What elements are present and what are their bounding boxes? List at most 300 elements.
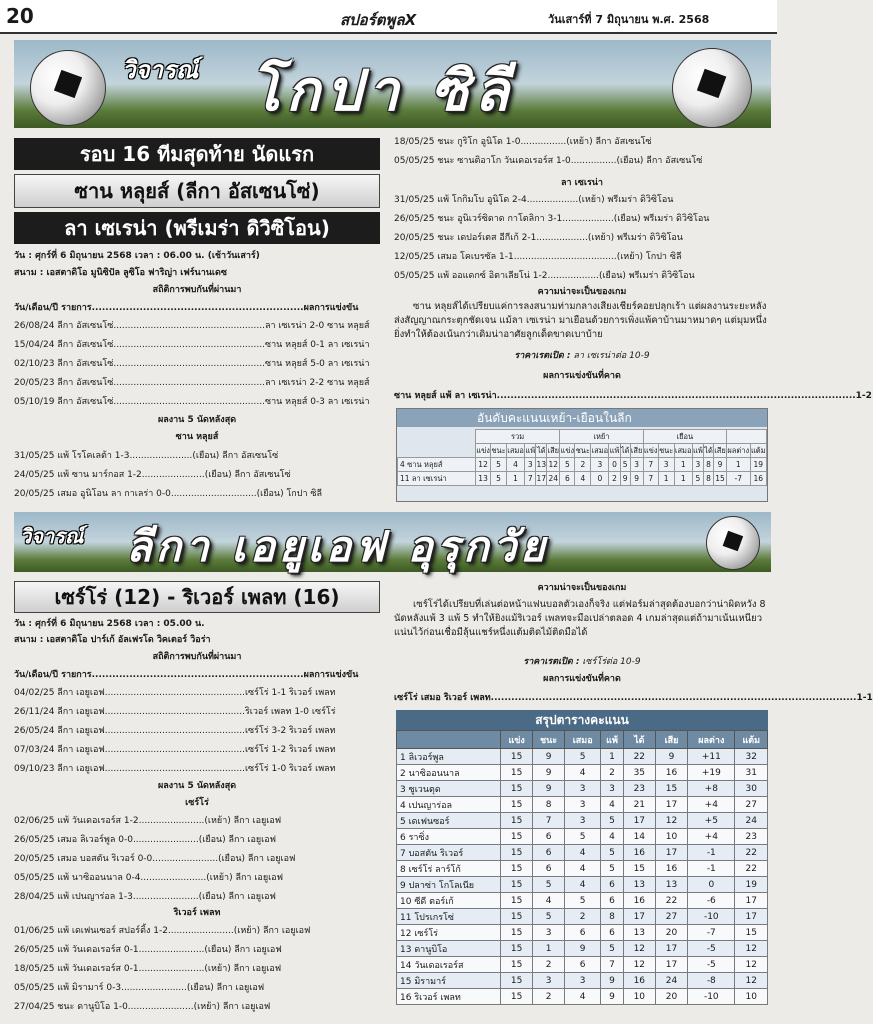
copa-banner (14, 40, 771, 128)
list-item: 24/05/25 แพ้ ซาน มาร์กอส 1-2......................(เยือน) ลีกา อัสเซนโซ่ (14, 470, 291, 480)
list-item: 05/05/25 แพ้ มิรามาร์ 0-3.......................(เยือน) ลีกา เอยูเอฟ (14, 983, 265, 993)
list-item: 01/06/25 แพ้ เดเฟนเซอร์ สปอร์ติ้ง 1-2.......................(เหย้า) ลีกา เอยูเอฟ (14, 926, 311, 936)
table-cell: 13 (536, 458, 547, 472)
column-header: ชนะ (658, 444, 674, 458)
table-cell: 15 (501, 861, 533, 877)
banner-review-label: วิจารณ์ (122, 56, 199, 84)
table-cell: 4 (564, 845, 601, 861)
list-item: 18/05/25 แพ้ วันเดอเรอร์ส 0-1.......................(เหย้า) ลีกา เอยูเอฟ (14, 964, 282, 974)
table-cell: 15 (501, 957, 533, 973)
table-cell: 7 (601, 957, 623, 973)
column-header: แข่ง (476, 444, 491, 458)
table-cell: 5 (491, 458, 507, 472)
table-cell: 3 (601, 781, 623, 797)
column-header: แข่ง (560, 444, 575, 458)
table-cell: 17 (735, 909, 768, 925)
table-row (397, 829, 768, 845)
list-item: 04/02/25 ลีกา เอยูเอฟ.................................................เซร์โร่ 1-1 ริเวอร์ เพลท (14, 688, 336, 698)
table-cell: 19 (735, 877, 768, 893)
table-cell: 15 (501, 749, 533, 765)
table-cell: +19 (688, 765, 735, 781)
table-cell: 15 (655, 781, 687, 797)
column-header: แข่ง (501, 731, 533, 749)
table-cell: 16 (655, 765, 687, 781)
h2h-list (14, 320, 380, 415)
table-cell: 12 (735, 941, 768, 957)
table-cell: 1 (658, 472, 674, 486)
team-name: 11 ลา เซเรน่า (398, 472, 476, 486)
team1-form-list (14, 815, 380, 910)
table-cell: 6 (533, 829, 565, 845)
table-cell: -10 (688, 989, 735, 1005)
standings-header-row (397, 731, 768, 749)
table-cell: 2 (601, 765, 623, 781)
column-header: แพ้ (692, 444, 703, 458)
group-total: รวม (476, 430, 560, 444)
column-header: ผลต่าง (688, 731, 735, 749)
table-cell: 6 (560, 472, 575, 486)
table-cell: -7 (727, 472, 751, 486)
table-cell: 5 (692, 472, 703, 486)
table-cell: 3 (564, 813, 601, 829)
table-cell: 13 (476, 472, 491, 486)
column-header: เสีย (714, 444, 727, 458)
table-cell: 22 (735, 861, 768, 877)
match-venue: สนาม : เอสตาดิโอ มูนิซิปัล ลูซิโอ ฟาริญ่า เฟร์นานเดซ (14, 268, 227, 278)
h2h-title: สถิติการพบกันที่ผ่านมา (152, 285, 242, 295)
table-cell: 17 (655, 957, 687, 973)
odds-line (394, 350, 770, 362)
table-cell: 2 (564, 909, 601, 925)
list-item: 15/04/24 ลีกา อัสเซนโซ่.....................................................ซาน หลุยส์ 0-1 ลา เซเรน่า (14, 340, 370, 350)
table-cell: 15 (501, 829, 533, 845)
table-cell: 5 (601, 845, 623, 861)
list-item: 26/05/24 ลีกา เอยูเอฟ.................................................เซร์โร่ 3-2 ริเวอร์ เพลท (14, 726, 336, 736)
table-cell: 22 (623, 749, 655, 765)
table-cell: 19 (750, 458, 766, 472)
table-cell: +5 (688, 813, 735, 829)
team-name: 4 ซาน หลุยส์ (398, 458, 476, 472)
table-cell: 4 (564, 989, 601, 1005)
list-item: 28/04/25 แพ้ เปนญาร่อล 1-3.......................(เยือน) ลีกา เอยูเอฟ (14, 892, 276, 902)
table-cell: 15 (501, 925, 533, 941)
team1-form-cont-list (394, 136, 770, 174)
table-cell: 3 (692, 458, 703, 472)
table-cell: 5 (491, 472, 507, 486)
list-item: 31/05/25 แพ้ โกกิมโบ อูนิโด 2-4..................(เหย้า) พรีเมร่า ดิวิซิโอน (394, 195, 674, 205)
list-item: 26/08/24 ลีกา อัสเซนโซ่.....................................................ลา เซเรน่า 2-0 ซาน หลุยส์ (14, 321, 370, 331)
list-item: 05/10/19 ลีกา อัสเซนโซ่.....................................................ซาน หลุยส์ 0-3 ลา เซเรน่า (14, 397, 370, 407)
table-cell: 9 (564, 941, 601, 957)
column-header: แพ้ (601, 731, 623, 749)
column-header: แต้ม (735, 731, 768, 749)
issue-date: วันเสาร์ที่ 7 มิถุนายน พ.ศ. 2568 (548, 13, 710, 26)
table-cell: 12 (547, 458, 560, 472)
table-cell: 4 (506, 458, 524, 472)
table-cell: 5 (620, 458, 630, 472)
table-cell: -6 (688, 893, 735, 909)
form-title: ผลงาน 5 นัดหลังสุด (157, 781, 237, 791)
table-cell: 1 (506, 472, 524, 486)
list-item: 20/05/23 ลีกา อัสเซนโซ่.....................................................ลา เซเรน่า 2-2 ซาน หลุยส์ (14, 378, 370, 388)
list-item: 02/10/23 ลีกา อัสเซนโซ่.....................................................ซาน หลุยส์ 5-0 ลา เซเรน่า (14, 359, 370, 369)
table-cell: 14 (623, 829, 655, 845)
table-row (397, 877, 768, 893)
column-header: ได้ (704, 444, 714, 458)
table-cell: 4 (564, 765, 601, 781)
h2h-header: วัน/เดือน/ปี รายการ..............................................................ผลการแข่งขัน (14, 670, 359, 680)
table-cell: 5 (564, 749, 601, 765)
team1-form-list (14, 450, 380, 507)
team-name: 4 เปนญาร่อล (397, 797, 501, 813)
table-cell: 6 (601, 893, 623, 909)
table-cell: 7 (643, 472, 658, 486)
table-cell: 15 (501, 989, 533, 1005)
table-cell: 24 (655, 973, 687, 989)
prediction-title: ผลการแข่งขันที่คาด (543, 371, 621, 381)
table-cell: 15 (501, 781, 533, 797)
table-cell: +8 (688, 781, 735, 797)
table-cell: 3 (630, 458, 643, 472)
table-cell: 9 (630, 472, 643, 486)
table-cell: -8 (688, 973, 735, 989)
table-cell: 3 (591, 458, 609, 472)
team2-form-list (394, 194, 770, 289)
table-cell: 9 (655, 749, 687, 765)
table-cell: 16 (655, 861, 687, 877)
table-cell: 6 (564, 957, 601, 973)
football-icon (672, 48, 752, 128)
table-cell: 12 (623, 941, 655, 957)
table-cell: 12 (623, 957, 655, 973)
prediction-line: ซาน หลุยส์ แพ้ ลา เซเรน่า.........................................................................................................1-2 (394, 391, 872, 401)
column-header: แข่ง (643, 444, 658, 458)
column-header: เสีย (547, 444, 560, 458)
match-date: วัน : ศุกร์ที่ 6 มิถุนายน 2568 เวลา : 06.00 น. (เช้าวันเสาร์) (14, 251, 260, 261)
table-cell: 12 (735, 957, 768, 973)
table-cell: +4 (688, 797, 735, 813)
table-cell: 5 (533, 909, 565, 925)
team-name: 13 ดานูบิโอ (397, 941, 501, 957)
table-cell: -1 (688, 861, 735, 877)
table-cell: 22 (655, 893, 687, 909)
team2-title: ลา เซเรน่า (พรีเมร่า ดิวิซิโอน) (14, 212, 380, 244)
list-item: 12/05/25 เสมอ โคเบรซัล 1-1....................................(เหย้า) โกปา ซิลี (394, 252, 682, 262)
table-cell: 6 (564, 925, 601, 941)
table-cell: 1 (601, 749, 623, 765)
table-cell: 22 (735, 845, 768, 861)
table-cell: 17 (623, 909, 655, 925)
column-header: เสีย (630, 444, 643, 458)
table-cell: 17 (655, 845, 687, 861)
table-cell: 1 (727, 458, 751, 472)
brand-logo: สปอร์ตพูลX (340, 11, 417, 29)
table-cell: 4 (601, 797, 623, 813)
team-name: 12 เซร์โร่ (397, 925, 501, 941)
team-name: 11 โปรเกรโซ่ (397, 909, 501, 925)
column-header: ชนะ (575, 444, 591, 458)
table-row (397, 781, 768, 797)
column-header: เสมอ (506, 444, 524, 458)
table-cell: 5 (560, 458, 575, 472)
team-name: 7 บอสตัน ริเวอร์ (397, 845, 501, 861)
table-cell: 3 (564, 973, 601, 989)
table-cell: 24 (735, 813, 768, 829)
table-cell: 15 (501, 845, 533, 861)
table-cell: 12 (655, 813, 687, 829)
table-cell: 3 (525, 458, 536, 472)
team-name: 9 ปลาซ่า โกโลเนีย (397, 877, 501, 893)
table-cell: 35 (623, 765, 655, 781)
table-cell: 31 (735, 765, 768, 781)
prediction-line: เซร์โร่ เสมอ ริเวอร์ เพลท...........................................................................................................1-1 (394, 693, 873, 703)
table-cell: 6 (533, 861, 565, 877)
list-item: 05/05/25 ชนะ ซานติอาโก วันเดอเรอร์ส 1-0................(เยือน) ลีกา อัสเซนโซ่ (394, 156, 703, 166)
odds-label: ราคาเรตเปิด : (523, 657, 580, 667)
list-item: 27/04/25 ชนะ ดานูบิโอ 1-0.......................(เหย้า) ลีกา เอยูเอฟ (14, 1002, 271, 1012)
table-cell: 3 (564, 797, 601, 813)
table-cell: 7 (533, 813, 565, 829)
column-header: แพ้ (609, 444, 620, 458)
team1-form-title: ซาน หลุยส์ (175, 432, 219, 442)
table-cell: 7 (643, 458, 658, 472)
table-cell: 9 (601, 973, 623, 989)
h2h-list (14, 687, 380, 782)
table-cell: +4 (688, 829, 735, 845)
table-row (398, 472, 767, 486)
table-row (397, 813, 768, 829)
table-cell: 0 (688, 877, 735, 893)
list-item: 31/05/25 แพ้ โรโคเลต้า 1-3......................(เยือน) ลีกา อัสเซนโซ่ (14, 451, 279, 461)
home-away-title: อันดับคะแนนเหย้า-เยือนในลีก (397, 409, 767, 427)
table-row (397, 765, 768, 781)
group-home: เหย้า (560, 430, 643, 444)
team-name: 3 ซูเวนตุด (397, 781, 501, 797)
column-header: เสมอ (564, 731, 601, 749)
table-cell: 5 (533, 877, 565, 893)
column-header: เสีย (655, 731, 687, 749)
table-row (397, 973, 768, 989)
list-item: 20/05/25 เสมอ บอสตัน ริเวอร์ 0-0.......................(เยือน) ลีกา เอยูเอฟ (14, 854, 296, 864)
table-row (397, 861, 768, 877)
list-item: 26/11/24 ลีกา เอยูเอฟ.................................................ริเวอร์ เพลท 1-0 เซร์โร่ (14, 707, 336, 717)
table-cell: 16 (623, 973, 655, 989)
odds-value: ลา เซเรน่าต่อ 10-9 (573, 351, 650, 361)
team1-title: ซาน หลุยส์ (ลีกา อัสเซนโซ่) (14, 174, 380, 208)
odds-label: ราคาเรตเปิด : (514, 351, 571, 361)
list-item: 02/06/25 แพ้ วันเดอเรอร์ส 1-2.......................(เหย้า) ลีกา เอยูเอฟ (14, 816, 282, 826)
table-cell: 13 (623, 925, 655, 941)
match-date: วัน : ศุกร์ที่ 6 มิถุนายน 2568 เวลา : 05.00 น. (14, 619, 205, 629)
table-cell: -7 (688, 925, 735, 941)
table-cell: 15 (501, 765, 533, 781)
table-cell: 1 (533, 941, 565, 957)
list-item: 18/05/25 ชนะ กูริโก อูนิโด 1-0................(เหย้า) ลีกา อัสเซนโซ่ (394, 137, 652, 147)
table-cell: 15 (501, 877, 533, 893)
table-cell: 6 (533, 845, 565, 861)
h2h-title: สถิติการพบกันที่ผ่านมา (152, 652, 242, 662)
table-cell: 3 (564, 781, 601, 797)
standings-title: สรุปตารางคะแนน (396, 710, 768, 730)
table-cell: 3 (533, 925, 565, 941)
table-cell: 15 (501, 893, 533, 909)
table-cell: 2 (575, 458, 591, 472)
table-cell: 23 (623, 781, 655, 797)
table-cell: 17 (735, 893, 768, 909)
table-row (397, 909, 768, 925)
team2-form-title: ลา เซเรน่า (560, 178, 603, 188)
table-cell: 17 (623, 813, 655, 829)
list-item: 20/05/25 ชนะ เดปอร์เตส อีกีเก้ 2-1..................(เหย้า) พรีเมร่า ดิวิซิโอน (394, 233, 683, 243)
table-cell: 13 (655, 877, 687, 893)
column-header: ได้ (623, 731, 655, 749)
table-cell: 13 (623, 877, 655, 893)
table-row (398, 458, 767, 472)
list-item: 26/05/25 เสมอ ลิเวอร์พูล 0-0.......................(เยือน) ลีกา เอยูเอฟ (14, 835, 277, 845)
table-cell: 15 (501, 813, 533, 829)
column-header: แพ้ (525, 444, 536, 458)
table-cell: 2 (533, 989, 565, 1005)
table-cell: 4 (601, 829, 623, 845)
list-item: 26/05/25 แพ้ วันเดอเรอร์ส 0-1.......................(เยือน) ลีกา เอยูเอฟ (14, 945, 282, 955)
table-cell: 8 (704, 458, 714, 472)
table-cell: 27 (735, 797, 768, 813)
table-cell: 15 (501, 973, 533, 989)
odds-value: เซร์โร่ต่อ 10-9 (582, 657, 641, 667)
table-cell: 20 (655, 989, 687, 1005)
list-item: 20/05/25 เสมอ อูนิโอน ลา กาเลร่า 0-0..............................(เยือน) โกปา ซิลี (14, 489, 322, 499)
list-item: 09/10/23 ลีกา เอยูเอฟ.................................................เซร์โร่ 1-0 ริเวอร์ เพลท (14, 764, 336, 774)
table-row (397, 989, 768, 1005)
table-cell: 5 (601, 861, 623, 877)
h2h-header: วัน/เดือน/ปี รายการ..............................................................ผลการแข่งขัน (14, 303, 359, 313)
team-name: 15 มิรามาร์ (397, 973, 501, 989)
table-row (397, 957, 768, 973)
team1-form-title: เซร์โร่ (185, 798, 209, 808)
column-header: ได้ (620, 444, 630, 458)
match-venue: สนาม : เอสตาดิโอ ปาร์เก้ อัลเฟรโด วิคเตอร์ วิอร่า (14, 635, 211, 645)
table-cell: 9 (533, 765, 565, 781)
team-name: 6 ราซิ่ง (397, 829, 501, 845)
table-cell: 15 (623, 861, 655, 877)
table-cell: 4 (564, 877, 601, 893)
team-name: 14 วันเดอเรอร์ส (397, 957, 501, 973)
list-item: 05/05/25 แพ้ นาซิออนนาล 0-4.......................(เหย้า) ลีกา เอยูเอฟ (14, 873, 283, 883)
table-cell: 10 (655, 829, 687, 845)
banner-title: ลีกา เอยูเอฟ อุรุกวัย (126, 522, 549, 571)
table-cell: 9 (533, 781, 565, 797)
table-cell: -5 (688, 941, 735, 957)
table-row (397, 845, 768, 861)
table-row (397, 797, 768, 813)
table-cell: 8 (601, 909, 623, 925)
page-header (0, 0, 777, 34)
table-cell: 6 (601, 925, 623, 941)
table-cell: 15 (714, 472, 727, 486)
table-cell: 10 (623, 989, 655, 1005)
table-cell: 20 (655, 925, 687, 941)
football-icon (30, 50, 106, 126)
table-cell: 10 (735, 989, 768, 1005)
table-cell: 3 (658, 458, 674, 472)
table-cell: 3 (533, 973, 565, 989)
table-cell: 1 (674, 458, 692, 472)
analysis-title: ความน่าจะเป็นของเกม (537, 583, 627, 593)
table-cell: 7 (525, 472, 536, 486)
table-cell: 9 (601, 989, 623, 1005)
table-cell: 9 (620, 472, 630, 486)
table-cell: 16 (623, 893, 655, 909)
table-cell: 4 (533, 893, 565, 909)
list-item: 07/03/24 ลีกา เอยูเอฟ.................................................เซร์โร่ 1-2 ริเวอร์ เพลท (14, 745, 336, 755)
table-cell: 16 (623, 845, 655, 861)
table-cell: 8 (533, 797, 565, 813)
table-cell: 15 (501, 909, 533, 925)
table-cell: 17 (655, 797, 687, 813)
column-header: เสมอ (674, 444, 692, 458)
table-cell: 12 (735, 973, 768, 989)
column-header: เสมอ (591, 444, 609, 458)
team-name: 2 นาซิออนนาล (397, 765, 501, 781)
table-cell: 17 (655, 941, 687, 957)
round-title: รอบ 16 ทีมสุดท้าย นัดแรก (14, 138, 380, 170)
table-cell: 5 (564, 829, 601, 845)
team-name: 8 เซร์โร่ ลาร์โก้ (397, 861, 501, 877)
table-cell: -5 (688, 957, 735, 973)
table-cell: 16 (750, 472, 766, 486)
table-cell: 5 (601, 813, 623, 829)
table-cell: 9 (533, 749, 565, 765)
table-cell: 9 (714, 458, 727, 472)
table-row (397, 925, 768, 941)
table-cell: 15 (501, 941, 533, 957)
table-cell: 17 (536, 472, 547, 486)
uruguay-banner (14, 512, 771, 572)
team-name: 10 ซีดี ตอร์เก้ (397, 893, 501, 909)
banner-review-label: วิจารณ์ (20, 524, 84, 548)
team2-form-list (14, 925, 380, 1020)
list-item: 05/05/25 แพ้ ออแดกซ์ อิตาเลียโน่ 1-2..................(เยือน) พรีเมร่า ดิวิซิโอน (394, 271, 695, 281)
analysis-text: ซาน หลุยส์ได้เปรียบแค่การลงสนามท่ามกลางเสียงเชียร์คอยปลุกเร้า แต่ผลงานระยะหลังส่งสัญญาณกระตุกชัดเจน แม้ลา เซเรน่า มาเยือนด้วยการเพิ่งแพ้คาบ้านมาหมาดๆ แต่มุมหนึ่งยิ่งทำให้ต้องเน้นกว่าเดิมน่าอาศัยลูกเด็ดขาดเบาบ้าย (394, 301, 767, 340)
table-cell: 6 (601, 877, 623, 893)
team-name: 5 เดเฟนซอร์ (397, 813, 501, 829)
banner-title: โกปา ซิลี (250, 59, 515, 124)
table-cell: 0 (609, 458, 620, 472)
table-cell: 30 (735, 781, 768, 797)
table-row (397, 893, 768, 909)
table-cell: 4 (575, 472, 591, 486)
analysis-text: เซร์โร่ได้เปรียบที่เล่นต่อหน้าแฟนบอลตัวเองก็จริง แต่ฟอร์มล่าสุดต้องบอกว่าน่าผิดหวัง 8 นัดหลังแพ้ 3 แพ้ 5 ทำให้ยิงแม้ริเวอร์ เพลทจะมือเปล่าตลอด 4 เกมล่าสุดแต่ถ้ามาเน้นเหนียวแน่นไว้ก่อนเชื่อมีลุ้นแชร์หนึ่งแต้มติดไม้ติดมือได้ (394, 599, 766, 638)
football-icon (706, 516, 760, 570)
table-row (397, 749, 768, 765)
team-name: 16 ริเวอร์ เพลท (397, 989, 501, 1005)
column-header: ชนะ (533, 731, 565, 749)
table-cell: 0 (591, 472, 609, 486)
table-cell: +11 (688, 749, 735, 765)
match-title: เซร์โร่ (12) - ริเวอร์ เพลท (16) (14, 581, 380, 613)
table-cell: 21 (623, 797, 655, 813)
list-item: 26/05/25 ชนะ อูนิเวร์ซิดาด กาโตลิกา 3-1..................(เยือน) พรีเมร่า ดิวิซิโอน (394, 214, 710, 224)
table-cell: 32 (735, 749, 768, 765)
table-cell: 27 (655, 909, 687, 925)
column-header: ผลต่าง (727, 444, 751, 458)
home-away-table (396, 408, 768, 502)
table-cell: 5 (601, 941, 623, 957)
table-cell: 24 (547, 472, 560, 486)
prediction-title: ผลการแข่งขันที่คาด (543, 674, 621, 684)
column-header: แต้ม (750, 444, 766, 458)
column-header: ชนะ (491, 444, 507, 458)
